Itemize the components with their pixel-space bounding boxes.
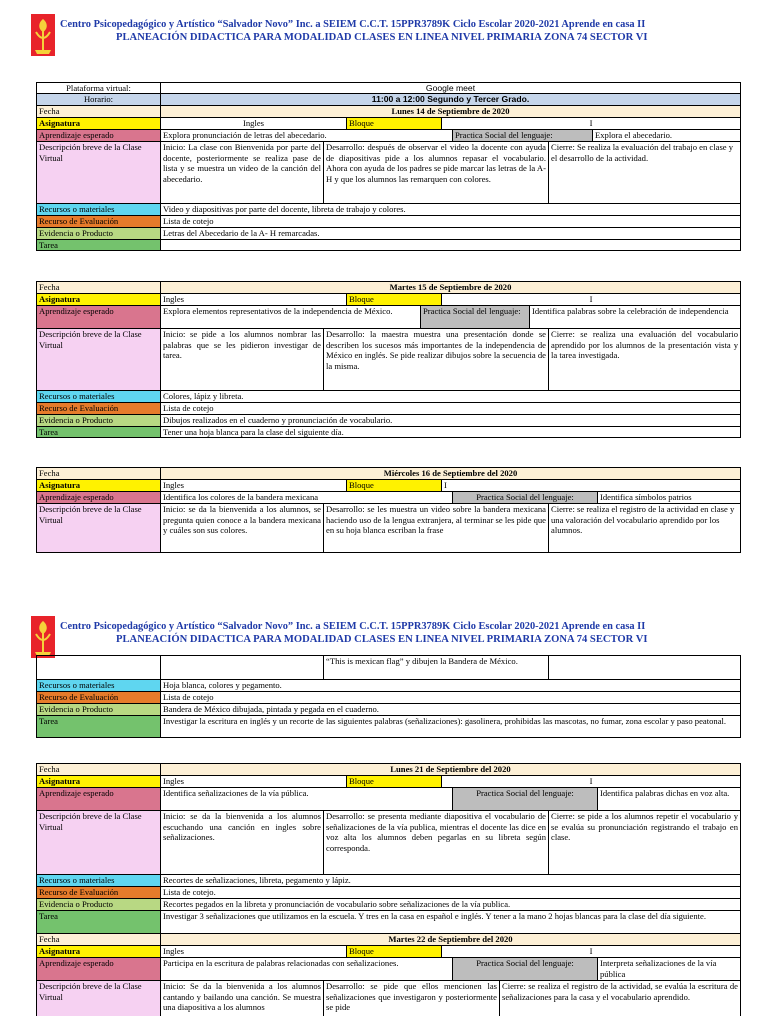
evaluacion-value: Lista de cotejo: [160, 216, 740, 227]
table-row: [36, 141, 741, 203]
practica-value: Explora el abecedario.: [592, 130, 740, 141]
table-row: [36, 679, 741, 691]
practica-value: Identifica palabras dichas en voz alta.: [597, 788, 740, 810]
practica-label: Practica Social del lenguaje:: [420, 306, 529, 328]
plataforma-label: Plataforma virtual:: [66, 83, 131, 93]
recursos-label: Recursos o materiales: [37, 391, 160, 402]
evaluacion-label: Recurso de Evaluación: [37, 216, 160, 227]
evaluacion-value: Lista de cotejo: [160, 692, 740, 703]
horario-value: 11:00 a 12:00 Segundo y Tercer Grado.: [160, 94, 740, 105]
aprendizaje-value: Identifica los colores de la bandera mexicana: [160, 492, 452, 503]
cierre-text: Cierre: se pide a los alumnos repetir el vocabulario y se evalúa su pronunciación registrando el trabajo en clase.: [548, 811, 740, 874]
cierre-text: Cierre: se realiza una evaluación del vocabulario aprendido por los alumnos de la presentación vista y la tarea investigada.: [548, 329, 740, 390]
table-miercoles-16: [36, 467, 741, 553]
aprendizaje-value: Explora elementos representativos de la independencia de México.: [160, 306, 420, 328]
asignatura-value: Ingles: [160, 118, 346, 129]
asignatura-label: Asignatura: [37, 946, 160, 957]
recursos-label: Recursos o materiales: [37, 204, 160, 215]
evaluacion-label: Recurso de Evaluación: [37, 692, 160, 703]
table-row: [36, 787, 741, 810]
table-row: [36, 390, 741, 402]
bloque-label: Bloque: [346, 118, 441, 129]
table-row: [36, 980, 741, 1016]
evidencia-value: Letras del Abecedario de la A- H remarcadas.: [160, 228, 740, 239]
blank-cell: [37, 656, 160, 679]
table-row: [36, 227, 741, 239]
header-text: [60, 18, 760, 44]
table-row: [36, 715, 741, 738]
bloque-value: I: [441, 776, 740, 787]
table-row: [36, 763, 741, 775]
recursos-value: Hoja blanca, colores y pegamento.: [160, 680, 740, 691]
bloque-label: Bloque: [346, 946, 441, 957]
header-line-1: Centro Psicopedagógico y Artístico “Salvador Novo” Inc. a SEIEM C.C.T. 15PPR3789K Ciclo Escolar 2020-2021 Aprende en casa II: [60, 19, 646, 30]
table-row: [36, 945, 741, 957]
bloque-label: Bloque: [346, 294, 441, 305]
cierre-text: Cierre: se realiza el registro de la actividad, se evalúa la escritura de señalizaciones para la casa y el vocabulario aprendido.: [499, 981, 740, 1016]
fecha-value: Martes 22 de Septiembre del 2020: [160, 934, 740, 945]
table-row: [36, 281, 741, 293]
table-row: [36, 874, 741, 886]
recursos-label: Recursos o materiales: [37, 680, 160, 691]
fecha-label: Fecha: [39, 764, 60, 774]
inicio-text: Inicio: se pide a los alumnos nombrar las palabras que se les pidieron investigar de tarea.: [160, 329, 323, 390]
tarea-label: Tarea: [37, 716, 160, 737]
descripcion-label: Descripción breve de la Clase Virtual: [37, 329, 160, 390]
plataforma-value: Google meet: [160, 83, 740, 93]
fecha-value: Martes 15 de Septiembre de 2020: [160, 282, 740, 293]
table-row: [36, 775, 741, 787]
evidencia-label: Evidencia o Producto: [37, 415, 160, 426]
aprendizaje-label: Aprendizaje esperado: [37, 492, 160, 503]
desarrollo-cont-text: “This is mexican flag” y dibujen la Bandera de México.: [323, 656, 548, 679]
practica-value: Identifica palabras sobre la celebración de independencia: [529, 306, 740, 328]
header-text: [60, 620, 760, 646]
table-row: [36, 467, 741, 479]
table-row: [36, 215, 741, 227]
asignatura-label: Asignatura: [37, 118, 160, 129]
descripcion-label: Descripción breve de la Clase Virtual: [37, 142, 160, 203]
table-row: [36, 82, 741, 93]
table-row: [36, 703, 741, 715]
desarrollo-text: Desarrollo: después de observar el video la docente con ayuda de diapositivas pide a los alumnos repasar el vocabulario. Ahora con ayuda de los padres se pide marcar las letras de la A- H y que los alumnos las remarquen con colores.: [323, 142, 548, 203]
table-row: [36, 691, 741, 703]
descripcion-label: Descripción breve de la Clase Virtual: [37, 981, 160, 1016]
table-row: [36, 129, 741, 141]
practica-label: Practica Social del lenguaje:: [452, 958, 597, 980]
blank-cell: [548, 656, 740, 679]
fecha-value: Lunes 14 de Septiembre de 2020: [160, 106, 740, 117]
practica-label: Practica Social del lenguaje:: [452, 130, 592, 141]
inicio-text: Inicio: Se da la bienvenida a los alumnos cantando y bailando una canción. Se muestra una diapositiva a los alumnos: [160, 981, 323, 1016]
aprendizaje-value: Identifica señalizaciones de la vía pública.: [160, 788, 452, 810]
desarrollo-text: Desarrollo: se pide que ellos mencionen las señalizaciones que investigaron y posteriormente se pide: [323, 981, 499, 1016]
cierre-text: Cierre: Se realiza la evaluación del trabajo en clase y el desarrollo de la actividad.: [548, 142, 740, 203]
recursos-value: Recortes de señalizaciones, libreta, pegamento y lápiz.: [160, 875, 740, 886]
evidencia-value: Bandera de México dibujada, pintada y pegada en el cuaderno.: [160, 704, 740, 715]
table-row: [36, 479, 741, 491]
evaluacion-value: Lista de cotejo.: [160, 887, 740, 898]
aprendizaje-label: Aprendizaje esperado: [37, 130, 160, 141]
cierre-text: Cierre: se realiza el registro de la actividad en clase y una valoración del vocabulario aprendido por los alumnos.: [548, 504, 740, 552]
fecha-label: Fecha: [39, 282, 60, 292]
inicio-text: Inicio: La clase con Bienvenida por parte del docente, posteriormente se realiza pase de lista y se muestra un video de la canción del abecedario.: [160, 142, 323, 203]
asignatura-label: Asignatura: [37, 776, 160, 787]
asignatura-label: Asignatura: [37, 480, 160, 491]
aprendizaje-value: Explora pronunciación de letras del abecedario.: [160, 130, 452, 141]
header-line-1: Centro Psicopedagógico y Artístico “Salvador Novo” Inc. a SEIEM C.C.T. 15PPR3789K Ciclo Escolar 2020-2021 Aprende en casa II: [60, 621, 646, 632]
table-row: [36, 293, 741, 305]
bloque-label: Bloque: [346, 776, 441, 787]
recursos-value: Colores, lápiz y libreta.: [160, 391, 740, 402]
fecha-label: Fecha: [39, 468, 60, 478]
desarrollo-text: Desarrollo: se les muestra un video sobre la bandera mexicana haciendo uso de la lengua extranjera, al terminar se les pide que en su hoja blanca escriban la frase: [323, 504, 548, 552]
school-logo-icon: [30, 616, 56, 658]
inicio-text: Inicio: se da la bienvenida a los alumnos, se pregunta quien conoce a la bandera mexicana y cuáles son sus colores.: [160, 504, 323, 552]
table-row: [36, 402, 741, 414]
bloque-value: I: [441, 294, 740, 305]
table-row: [36, 426, 741, 438]
asignatura-value: Ingles: [160, 480, 346, 491]
fecha-value: Lunes 21 de Septiembre del 2020: [160, 764, 740, 775]
page-header-2: [0, 616, 768, 660]
bloque-label: Bloque: [346, 480, 441, 491]
table-row: [36, 886, 741, 898]
tarea-value: Investigar 3 señalizaciones que utilizamos en la escuela. Y tres en la casa en español e inglés. Y tener a la mano 2 hojas blancas para la clase del día siguiente.: [160, 911, 740, 933]
fecha-value: Miércoles 16 de Septiembre del 2020: [160, 468, 740, 479]
page-header: [0, 14, 768, 58]
table-row: [36, 491, 741, 503]
tarea-value: [160, 240, 740, 250]
tarea-label: Tarea: [37, 427, 160, 437]
fecha-label: Fecha: [39, 106, 60, 116]
header-line-2: PLANEACIÓN DIDACTICA PARA MODALIDAD CLASES EN LINEA NIVEL PRIMARIA ZONA 74 SECTOR VI: [116, 634, 648, 645]
evaluacion-label: Recurso de Evaluación: [37, 403, 160, 414]
asignatura-label: Asignatura: [37, 294, 160, 305]
desarrollo-text: Desarrollo: la maestra muestra una presentación donde se describen los sucesos más importantes de la independencia de México en inglés. Se pide realizar dibujos sobre la secuencia de la misma.: [323, 329, 548, 390]
table-row: [36, 328, 741, 390]
table-row: [36, 305, 741, 328]
header-line-2: PLANEACIÓN DIDACTICA PARA MODALIDAD CLASES EN LINEA NIVEL PRIMARIA ZONA 74 SECTOR VI: [116, 32, 648, 43]
table-row: [36, 117, 741, 129]
table-row: [36, 933, 741, 945]
evidencia-value: Recortes pegados en la libreta y pronunciación de vocabulario sobre señalizaciones de la vía publica.: [160, 899, 740, 910]
tarea-value: Tener una hoja blanca para la clase del siguiente día.: [160, 427, 740, 437]
recursos-label: Recursos o materiales: [37, 875, 160, 886]
table-lunes-21: [36, 763, 741, 1016]
inicio-text: Inicio: se da la bienvenida a los alumnos escuchando una canción en ingles sobre señalizaciones.: [160, 811, 323, 874]
recursos-value: Video y diapositivas por parte del docente, libreta de trabajo y colores.: [160, 204, 740, 215]
table-row: [36, 503, 741, 553]
bloque-value: I: [441, 118, 740, 129]
descripcion-label: Descripción breve de la Clase Virtual: [37, 811, 160, 874]
table-martes-15: [36, 281, 741, 438]
desarrollo-text: Desarrollo: se presenta mediante diapositiva el vocabulario de señalizaciones de la vía publica, mientras el docente las dice en voz alta los alumnos deben pegarlas en su libreta según corresponda.: [323, 811, 548, 874]
tarea-label: Tarea: [37, 240, 160, 250]
aprendizaje-label: Aprendizaje esperado: [37, 788, 160, 810]
blank-cell: [160, 656, 323, 679]
aprendizaje-label: Aprendizaje esperado: [37, 306, 160, 328]
horario-label: Horario:: [37, 94, 160, 105]
asignatura-value: Ingles: [160, 946, 346, 957]
tarea-value: Investigar la escritura en inglés y un recorte de las siguientes palabras (señalizaciones): gasolinera, prohibidas las mascotas, no fumar, zona escolar y paso peatonal.: [160, 716, 740, 737]
fecha-label: Fecha: [39, 934, 60, 944]
evidencia-label: Evidencia o Producto: [37, 899, 160, 910]
evaluacion-label: Recurso de Evaluación: [37, 887, 160, 898]
evidencia-value: Dibujos realizados en el cuaderno y pronunciación de vocabulario.: [160, 415, 740, 426]
evaluacion-value: Lista de cotejo: [160, 403, 740, 414]
table-row: [36, 239, 741, 251]
aprendizaje-value: Participa en la escritura de palabras relacionadas con señalizaciones.: [160, 958, 452, 980]
practica-value: Identifica símbolos patrios: [597, 492, 740, 503]
evidencia-label: Evidencia o Producto: [37, 228, 160, 239]
practica-label: Practica Social del lenguaje:: [452, 492, 597, 503]
asignatura-value: Ingles: [160, 294, 346, 305]
table-row: [36, 414, 741, 426]
table-row: [36, 957, 741, 980]
table-miercoles-16-cont: [36, 655, 741, 738]
bloque-value: I: [441, 480, 740, 491]
asignatura-value: Ingles: [160, 776, 346, 787]
table-row: [36, 105, 741, 117]
table-lunes-14: [36, 82, 741, 251]
aprendizaje-label: Aprendizaje esperado: [37, 958, 160, 980]
table-row: [36, 898, 741, 910]
bloque-value: I: [441, 946, 740, 957]
table-row: [36, 655, 741, 679]
school-logo-icon: [30, 14, 56, 56]
practica-label: Practica Social del lenguaje:: [452, 788, 597, 810]
descripcion-label: Descripción breve de la Clase Virtual: [37, 504, 160, 552]
table-row: [36, 93, 741, 105]
table-row: [36, 910, 741, 933]
evidencia-label: Evidencia o Producto: [37, 704, 160, 715]
tarea-label: Tarea: [37, 911, 160, 933]
table-row: [36, 810, 741, 874]
practica-value: Interpreta señalizaciones de la vía pública: [597, 958, 740, 980]
table-row: [36, 203, 741, 215]
